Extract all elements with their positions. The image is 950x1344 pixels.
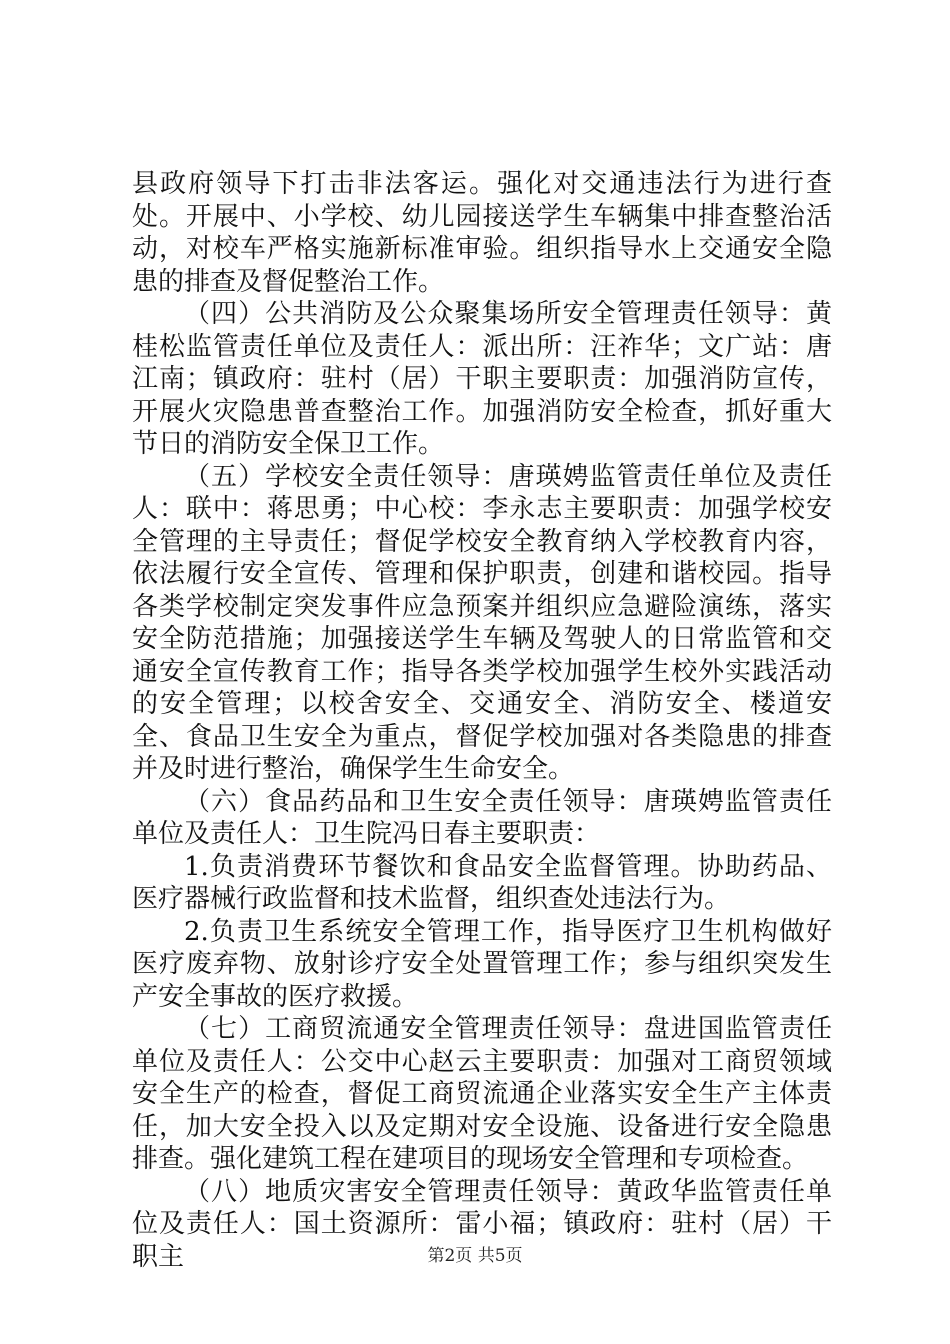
paragraph-item-2: 2.负责卫生系统安全管理工作，指导医疗卫生机构做好医疗废弃物、放射诊疗安全处置管理工作；参与组织突发生产安全事故的医疗救援。 <box>132 916 832 1012</box>
document-body <box>132 168 832 1273</box>
paragraph-section-6: （六）食品药品和卫生安全责任领导：唐瑛娉监管责任单位及责任人：卫生院冯日春主要职责： <box>132 786 832 849</box>
paragraph-item-1: 1.负责消费环节餐饮和食品安全监督管理。协助药品、医疗器械行政监督和技术监督，组织查处违法行为。 <box>132 851 832 914</box>
paragraph-section-4: （四）公共消防及公众聚集场所安全管理责任领导：黄桂松监管责任单位及责任人：派出所：汪祚华；文广站：唐江南；镇政府：驻村（居）干职主要职责：加强消防宣传，开展火灾隐患普查整治工作。加强消防安全检查，抓好重大节日的消防安全保卫工作。 <box>132 299 832 459</box>
paragraph-section-8: （八）地质灾害安全管理责任领导：黄政华监管责任单位及责任人：国土资源所：雷小福；镇政府：驻村（居）干职主 <box>132 1176 832 1272</box>
paragraph-continuation: 县政府领导下打击非法客运。强化对交通违法行为进行查处。开展中、小学校、幼儿园接送学生车辆集中排查整治活动，对校车严格实施新标准审验。组织指导水上交通安全隐患的排查及督促整治工作。 <box>132 169 832 297</box>
page-footer: 第2页 共5页 <box>427 1246 523 1266</box>
paragraph-section-7: （七）工商贸流通安全管理责任领导：盘进国监管责任单位及责任人：公交中心赵云主要职责：加强对工商贸领域安全生产的检查，督促工商贸流通企业落实安全生产主体责任，加大安全投入以及定期对安全设施、设备进行安全隐患排查。强化建筑工程在建项目的现场安全管理和专项检查。 <box>132 1014 832 1174</box>
paragraph-section-5: （五）学校安全责任领导：唐瑛娉监管责任单位及责任人：联中：蒋思勇；中心校：李永志主要职责：加强学校安全管理的主导责任；督促学校安全教育纳入学校教育内容，依法履行安全宣传、管理和保护职责，创建和谐校园。指导各类学校制定突发事件应急预案并组织应急避险演练，落实安全防范措施；加强接送学生车辆及驾驶人的日常监管和交通安全宣传教育工作；指导各类学校加强学生校外实践活动的安全管理；以校舍安全、交通安全、消防安全、楼道安全、食品卫生安全为重点，督促学校加强对各类隐患的排查并及时进行整治，确保学生生命安全。 <box>132 461 832 784</box>
